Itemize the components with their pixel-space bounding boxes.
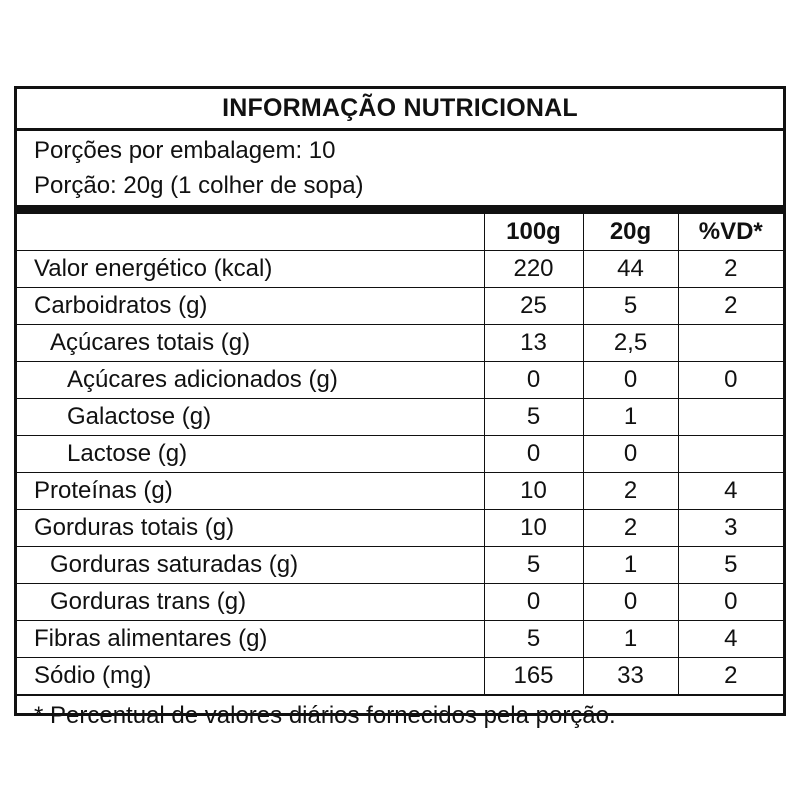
nutrient-name: Gorduras saturadas (g) — [17, 547, 484, 584]
table-row — [17, 288, 783, 325]
table-row — [17, 362, 783, 399]
value-daily-value: 3 — [678, 510, 783, 547]
table-row — [17, 621, 783, 658]
nutrient-name: Fibras alimentares (g) — [17, 621, 484, 658]
value-per-serving: 0 — [583, 436, 678, 473]
value-per-100g: 10 — [484, 510, 583, 547]
serving-info — [17, 131, 783, 205]
header-per-serving: 20g — [583, 214, 678, 251]
value-per-serving: 1 — [583, 621, 678, 658]
value-per-serving: 2 — [583, 473, 678, 510]
nutrient-name: Carboidratos (g) — [17, 288, 484, 325]
table-row — [17, 473, 783, 510]
value-per-100g: 5 — [484, 399, 583, 436]
value-per-serving: 5 — [583, 288, 678, 325]
value-daily-value: 0 — [678, 362, 783, 399]
value-per-100g: 13 — [484, 325, 583, 362]
servings-per-package: Porções por embalagem: 10 — [34, 137, 336, 164]
nutrient-name: Açúcares totais (g) — [17, 325, 484, 362]
table-row — [17, 399, 783, 436]
nutrient-name: Galactose (g) — [17, 399, 484, 436]
value-daily-value: 4 — [678, 621, 783, 658]
value-per-100g: 0 — [484, 584, 583, 621]
header-daily-value: %VD* — [678, 214, 783, 251]
nutrients-table — [17, 214, 783, 695]
value-per-100g: 220 — [484, 251, 583, 288]
header-blank — [17, 214, 484, 251]
header-per-100g: 100g — [484, 214, 583, 251]
value-per-100g: 165 — [484, 658, 583, 695]
value-daily-value — [678, 399, 783, 436]
value-per-serving: 0 — [583, 584, 678, 621]
value-daily-value: 0 — [678, 584, 783, 621]
value-per-100g: 25 — [484, 288, 583, 325]
value-per-serving: 1 — [583, 399, 678, 436]
value-per-serving: 2 — [583, 510, 678, 547]
value-daily-value — [678, 436, 783, 473]
nutrient-name: Gorduras trans (g) — [17, 584, 484, 621]
table-row — [17, 251, 783, 288]
value-daily-value — [678, 325, 783, 362]
value-per-serving: 44 — [583, 251, 678, 288]
value-per-serving: 33 — [583, 658, 678, 695]
table-row — [17, 510, 783, 547]
table-row — [17, 584, 783, 621]
value-per-serving: 2,5 — [583, 325, 678, 362]
value-daily-value: 4 — [678, 473, 783, 510]
value-per-100g: 5 — [484, 621, 583, 658]
label-title: INFORMAÇÃO NUTRICIONAL — [17, 89, 783, 131]
value-per-100g: 10 — [484, 473, 583, 510]
value-daily-value: 2 — [678, 658, 783, 695]
column-header-row — [17, 214, 783, 251]
value-per-100g: 0 — [484, 362, 583, 399]
nutrient-name: Sódio (mg) — [17, 658, 484, 695]
value-per-100g: 0 — [484, 436, 583, 473]
value-per-serving: 0 — [583, 362, 678, 399]
value-daily-value: 2 — [678, 288, 783, 325]
table-row — [17, 436, 783, 473]
nutrient-name: Proteínas (g) — [17, 473, 484, 510]
value-daily-value: 2 — [678, 251, 783, 288]
serving-size: Porção: 20g (1 colher de sopa) — [34, 172, 364, 199]
table-row — [17, 547, 783, 584]
table-row — [17, 658, 783, 695]
nutrient-name: Valor energético (kcal) — [17, 251, 484, 288]
value-per-100g: 5 — [484, 547, 583, 584]
nutrition-facts-label — [14, 86, 786, 729]
table-row — [17, 325, 783, 362]
footnote: * Percentual de valores diários fornecidos pela porção. — [17, 695, 783, 737]
nutrient-name: Gorduras totais (g) — [17, 510, 484, 547]
value-per-serving: 1 — [583, 547, 678, 584]
nutrient-name: Açúcares adicionados (g) — [17, 362, 484, 399]
value-daily-value: 5 — [678, 547, 783, 584]
thick-divider — [17, 205, 783, 214]
nutrient-name: Lactose (g) — [17, 436, 484, 473]
